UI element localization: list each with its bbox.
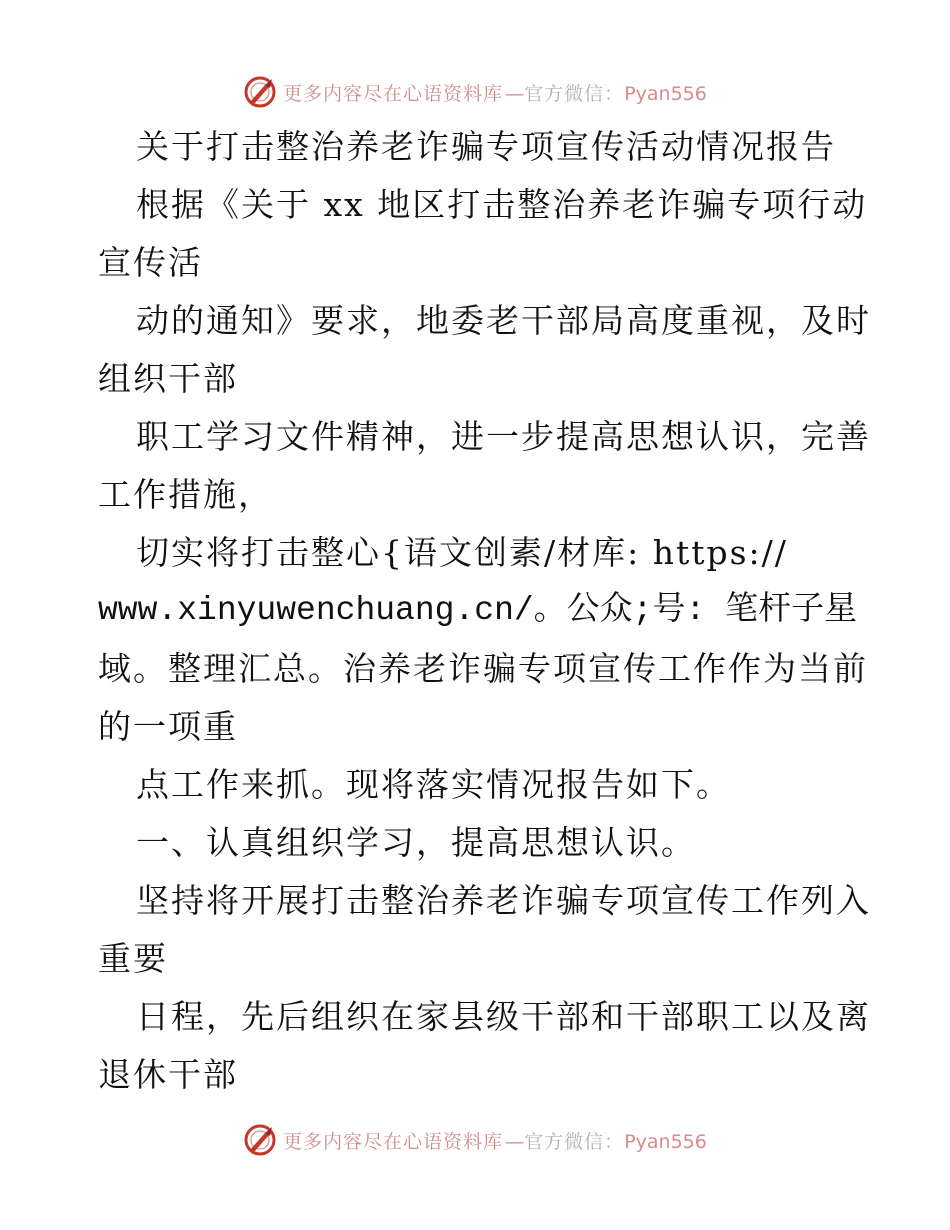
text-line: 的一项重 bbox=[98, 707, 238, 746]
header-watermark bbox=[0, 70, 950, 114]
text-line: 组织干部 bbox=[98, 359, 238, 398]
watermark-prefix: 更多内容尽在心语资料库 bbox=[283, 82, 504, 105]
text-line: www.xinyuwenchuang.cn/。公众;号: 笔杆子星 bbox=[98, 592, 858, 629]
text-line: 工作措施， bbox=[98, 475, 273, 514]
watermark-wechat-id: Pyan556 bbox=[624, 82, 707, 105]
text-line: 域。整理汇总。治养老诈骗专项宣传工作作为当前 bbox=[98, 649, 868, 688]
watermark-wechat-label: 官方微信： bbox=[524, 82, 625, 105]
text-line: 退休干部 bbox=[98, 1055, 238, 1094]
document-title: 关于打击整治养老诈骗专项宣传活动情况报告 bbox=[136, 127, 836, 166]
text-line: 切实将打击整心{语文创素/材库: https:// bbox=[136, 533, 788, 572]
quill-pen-logo-icon bbox=[243, 75, 277, 109]
section-heading: 一、认真组织学习，提高思想认识。 bbox=[136, 823, 696, 862]
watermark-text bbox=[283, 79, 707, 106]
watermark-text bbox=[283, 1127, 707, 1154]
text-line: 宣传活 bbox=[98, 243, 203, 282]
watermark-wechat-label: 官方微信： bbox=[524, 1130, 625, 1153]
watermark-wechat-id: Pyan556 bbox=[624, 1130, 707, 1153]
footer-watermark bbox=[0, 1118, 950, 1162]
text-line: 点工作来抓。现将落实情况报告如下。 bbox=[136, 765, 731, 804]
text-line: 根据《关于 xx 地区打击整治养老诈骗专项行动 bbox=[136, 185, 868, 224]
text-line: 坚持将开展打击整治养老诈骗专项宣传工作列入 bbox=[136, 881, 871, 920]
text-line: 动的通知》要求，地委老干部局高度重视，及时 bbox=[136, 301, 871, 340]
quill-pen-logo-icon bbox=[243, 1123, 277, 1157]
watermark-separator: — bbox=[505, 1130, 523, 1153]
text-line: 职工学习文件精神，进一步提高思想认识，完善 bbox=[136, 417, 871, 456]
text-line: 日程，先后组织在家县级干部和干部职工以及离 bbox=[136, 997, 871, 1036]
watermark-separator: — bbox=[505, 82, 523, 105]
text-line: 重要 bbox=[98, 939, 168, 978]
document-body bbox=[98, 118, 878, 1104]
watermark-prefix: 更多内容尽在心语资料库 bbox=[283, 1130, 504, 1153]
